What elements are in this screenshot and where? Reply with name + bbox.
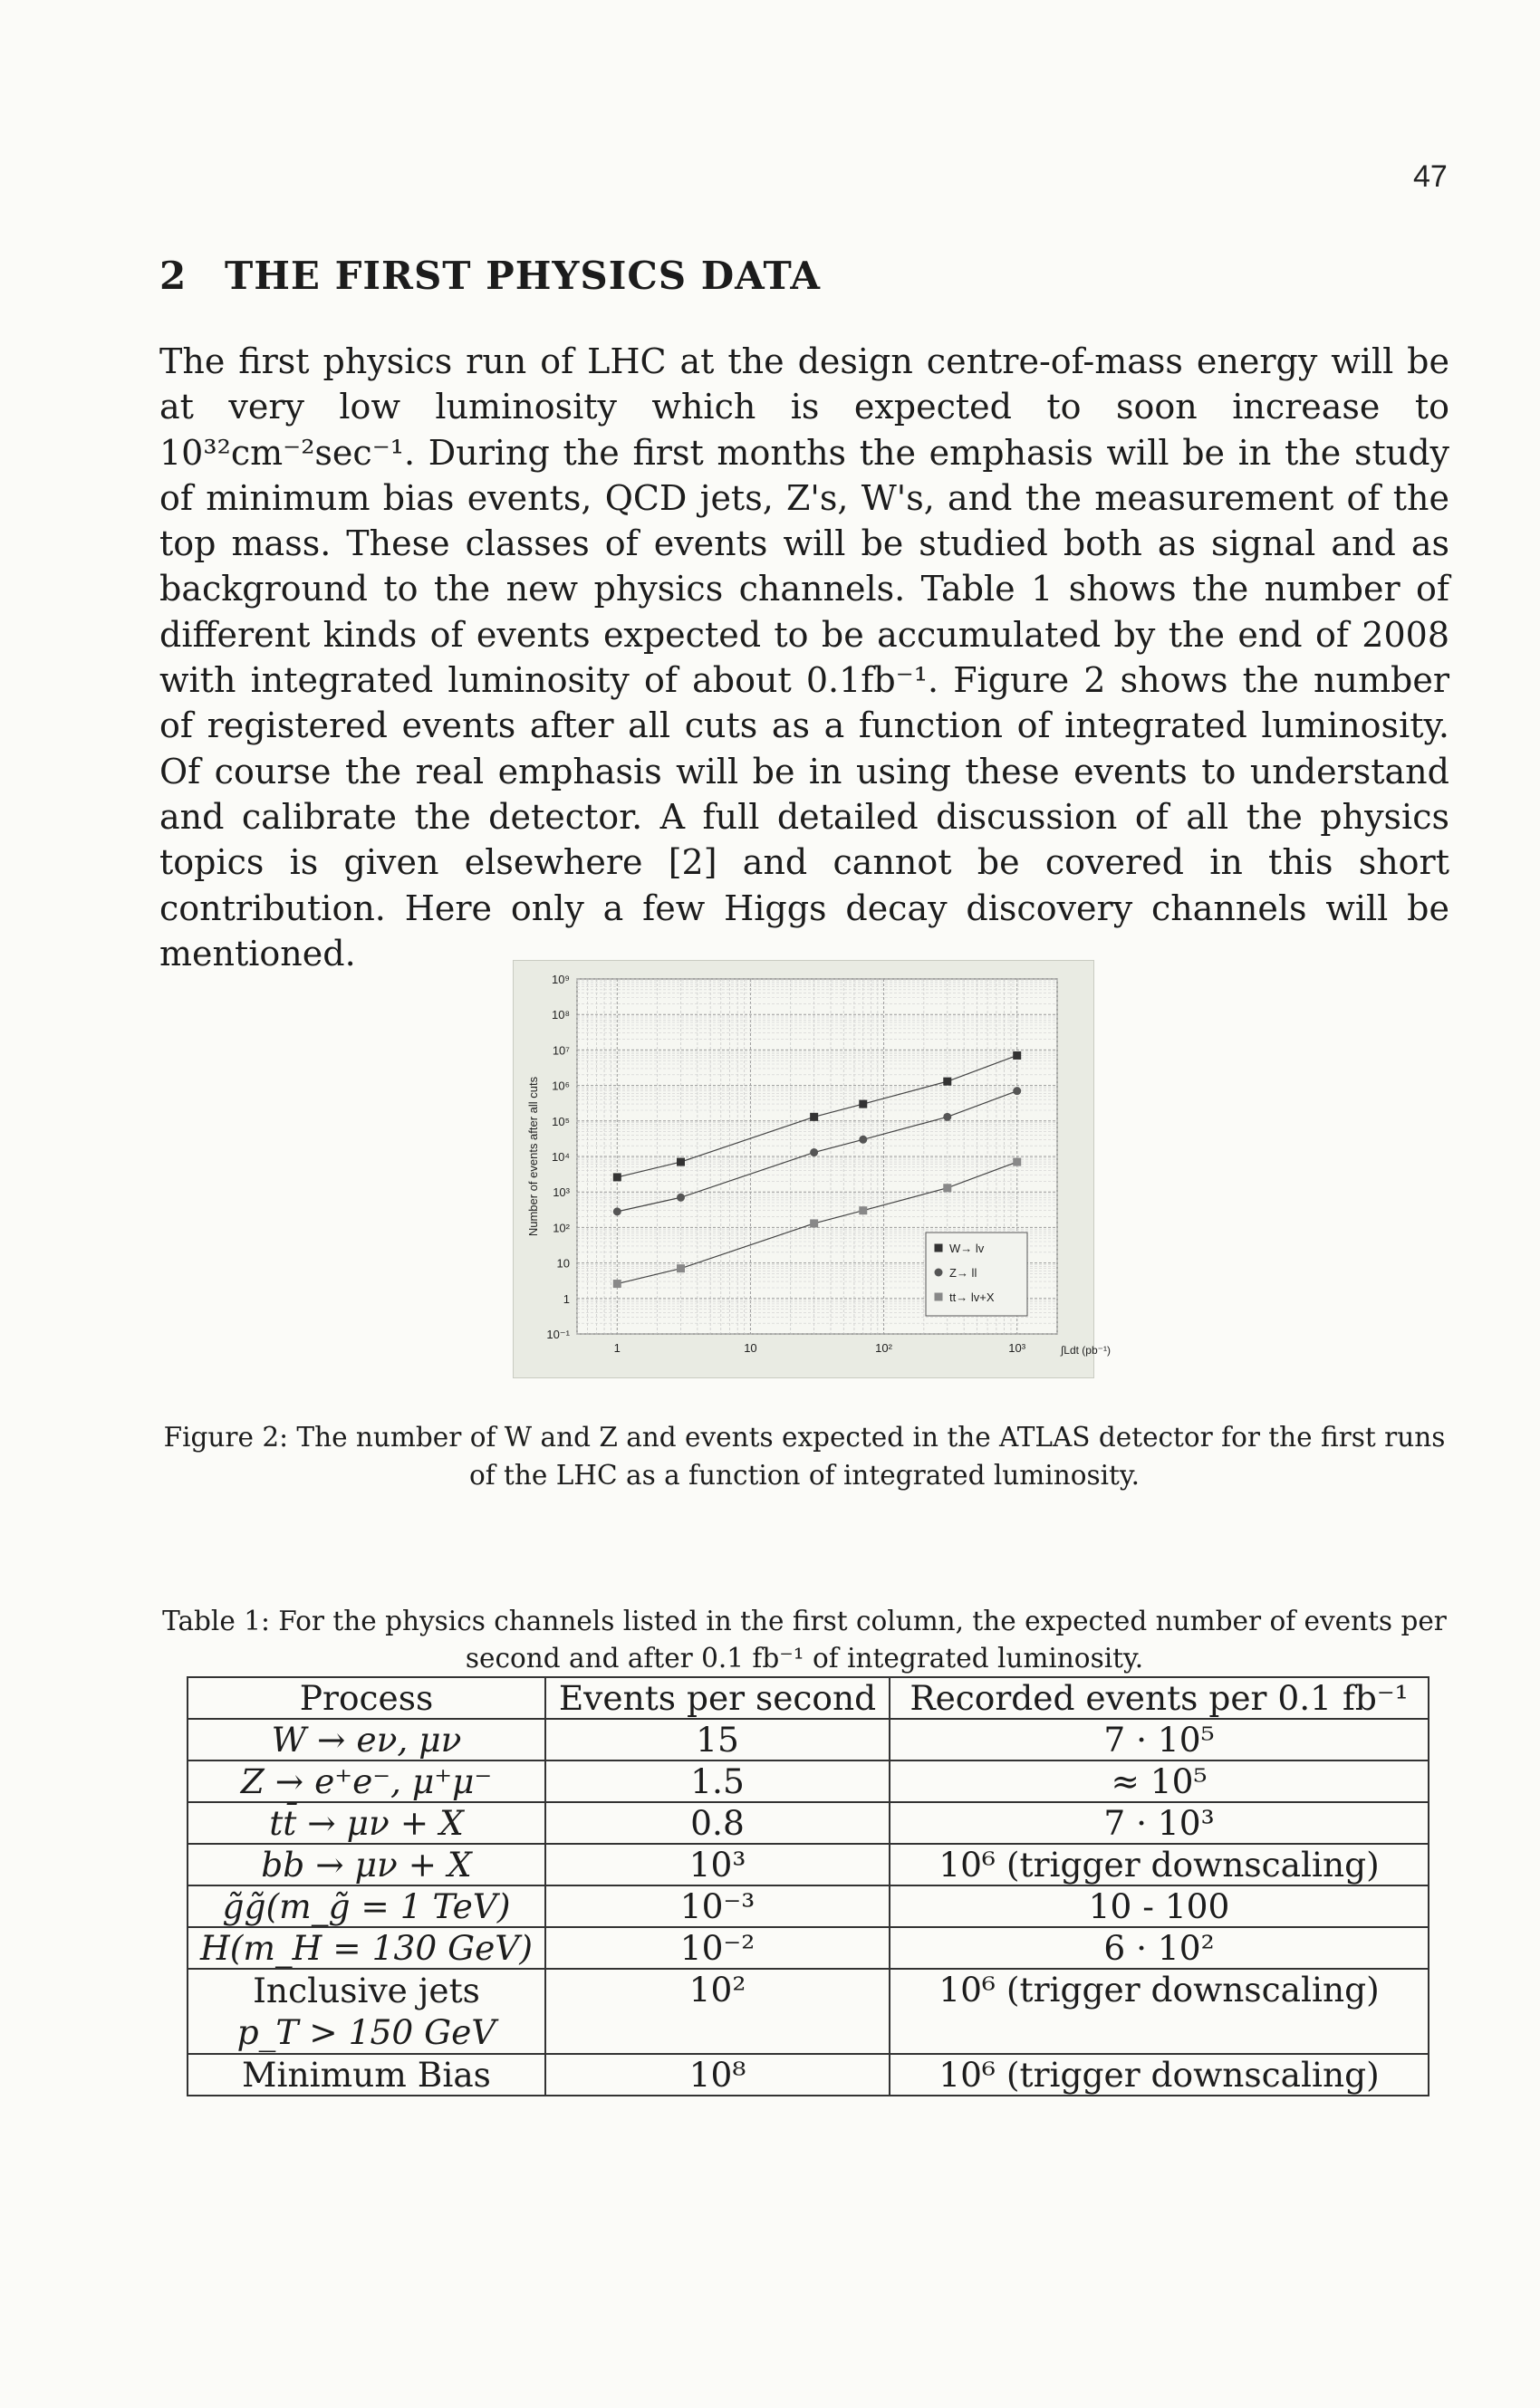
- luminosity-chart: [514, 961, 1111, 1377]
- recorded-cell: 6 · 10²: [890, 1927, 1429, 1969]
- process-cell: W → eν, μν: [188, 1719, 545, 1760]
- recorded-cell: 7 · 10³: [890, 1802, 1429, 1844]
- body-paragraph: The first physics run of LHC at the design centre-of-mass energy will be at very low luminosity which is expected to soon increase to 10³²cm⁻²sec⁻¹. During the first months the emphasis will be in the study of minimum bias events, QCD jets, Z's, W's, and the measurement of the top mass. These classes of events will be studied both as signal and as background to the new physics channels. Table 1 shows the number of different kinds of events expected to be accumulated by the end of 2008 with integrated luminosity of about 0.1fb⁻¹. Figure 2 shows the number of registered events after all cuts as a function of integrated luminosity. Of course the real emphasis will be in using these events to understand and calibrate the detector. A full detailed discussion of all the physics topics is given elsewhere [2] and cannot be covered in this short contribution. Here only a few Higgs decay discovery channels will be mentioned.: [159, 341, 1449, 974]
- recorded-cell: 10⁶ (trigger downscaling): [890, 1844, 1429, 1885]
- legend-marker: [935, 1293, 943, 1301]
- table-row: [188, 1969, 1429, 2054]
- section-number: 2: [159, 254, 188, 298]
- data-point: [859, 1100, 867, 1108]
- data-point: [810, 1219, 818, 1227]
- rate-cell: 10²: [545, 1969, 890, 2054]
- header-process: Process: [188, 1677, 545, 1719]
- x-tick-label: 10: [744, 1341, 757, 1355]
- process-cell: H(m_H = 130 GeV): [188, 1927, 545, 1969]
- data-point: [677, 1158, 685, 1166]
- data-point: [677, 1194, 685, 1202]
- data-point: [859, 1136, 867, 1144]
- data-point: [943, 1078, 951, 1086]
- rate-cell: 10⁸: [545, 2054, 890, 2096]
- legend-marker: [935, 1244, 943, 1252]
- process-cell: [188, 1969, 545, 2054]
- rate-cell: 1.5: [545, 1760, 890, 1802]
- x-axis-label: ∫Ldt (pb⁻¹): [1061, 1344, 1111, 1357]
- figure-caption: Figure 2: The number of W and Z and events expected in the ATLAS detector for the first runs of the LHC as a function of integrated luminosity.: [163, 1422, 1446, 1491]
- page-number: 47: [1413, 159, 1448, 194]
- data-point: [1013, 1087, 1021, 1095]
- x-tick-label: 10³: [1008, 1341, 1026, 1355]
- table-row: [188, 2054, 1429, 2096]
- rate-cell: 10³: [545, 1844, 890, 1885]
- process-cell: Z → e⁺e⁻, μ⁺μ⁻: [188, 1760, 545, 1802]
- data-point: [677, 1264, 685, 1272]
- table-row: [188, 1927, 1429, 1969]
- data-point: [943, 1113, 951, 1121]
- process-cell: tt̄ → μν + X: [188, 1802, 545, 1844]
- y-tick-label: 10⁴: [551, 1150, 570, 1164]
- y-tick-label: 1: [563, 1291, 570, 1306]
- y-axis-label: Number of events after all cuts: [526, 1076, 540, 1237]
- x-tick-label: 10²: [875, 1341, 892, 1355]
- physics-channels-table: [187, 1676, 1429, 2096]
- process-cell: Minimum Bias: [188, 2054, 545, 2096]
- process-cell: bb → μν + X: [188, 1844, 545, 1885]
- header-events-per-second: Events per second: [545, 1677, 890, 1719]
- x-tick-label: 1: [613, 1341, 621, 1355]
- y-tick-label: 10³: [553, 1185, 570, 1200]
- data-point: [810, 1148, 818, 1156]
- recorded-cell: 10⁶ (trigger downscaling): [890, 1969, 1429, 2054]
- y-tick-label: 10⁵: [552, 1114, 570, 1128]
- rate-cell: 10⁻²: [545, 1927, 890, 1969]
- table-row: [188, 1844, 1429, 1885]
- data-point: [859, 1206, 867, 1214]
- legend-label: tt→ lv+X: [949, 1290, 995, 1304]
- y-tick-label: 10⁹: [551, 973, 570, 986]
- table-row: [188, 1760, 1429, 1802]
- table-caption: Table 1: For the physics channels listed in the first column, the expected number of events per second and after 0.1 fb⁻¹ of integrated luminosity.: [162, 1606, 1447, 1674]
- y-tick-label: 10²: [553, 1221, 570, 1235]
- y-tick-label: 10⁻¹: [546, 1328, 570, 1341]
- rate-cell: 10⁻³: [545, 1885, 890, 1927]
- legend-label: W→ lv: [949, 1242, 985, 1255]
- rate-cell: 0.8: [545, 1802, 890, 1844]
- recorded-cell: 10 - 100: [890, 1885, 1429, 1927]
- luminosity-figure: [513, 960, 1111, 1378]
- data-point: [1013, 1158, 1021, 1166]
- recorded-cell: 7 · 10⁵: [890, 1719, 1429, 1760]
- header-recorded-events: Recorded events per 0.1 fb⁻¹: [890, 1677, 1429, 1719]
- rate-cell: 15: [545, 1719, 890, 1760]
- data-point: [613, 1280, 621, 1288]
- table-row: [188, 1719, 1429, 1760]
- legend-label: Z→ ll: [949, 1266, 977, 1280]
- recorded-cell: ≈ 10⁵: [890, 1760, 1429, 1802]
- data-point: [613, 1207, 621, 1215]
- table-row: [188, 1802, 1429, 1844]
- data-point: [1013, 1051, 1021, 1060]
- y-tick-label: 10⁸: [552, 1008, 570, 1022]
- table-header-row: [188, 1677, 1429, 1719]
- y-tick-label: 10⁶: [552, 1079, 570, 1093]
- section-heading: [159, 254, 1446, 298]
- data-point: [810, 1113, 818, 1121]
- recorded-cell: 10⁶ (trigger downscaling): [890, 2054, 1429, 2096]
- process-line1: Inclusive jets: [253, 1971, 480, 2010]
- process-line2: p_T > 150 GeV: [236, 2012, 496, 2052]
- legend-marker: [935, 1269, 943, 1277]
- data-point: [613, 1173, 621, 1181]
- section-title: THE FIRST PHYSICS DATA: [225, 254, 822, 298]
- y-tick-label: 10⁷: [552, 1043, 570, 1058]
- data-point: [943, 1184, 951, 1192]
- table-row: [188, 1885, 1429, 1927]
- y-tick-label: 10: [556, 1256, 570, 1271]
- process-cell: g̃g̃(m_g̃ = 1 TeV): [188, 1885, 545, 1927]
